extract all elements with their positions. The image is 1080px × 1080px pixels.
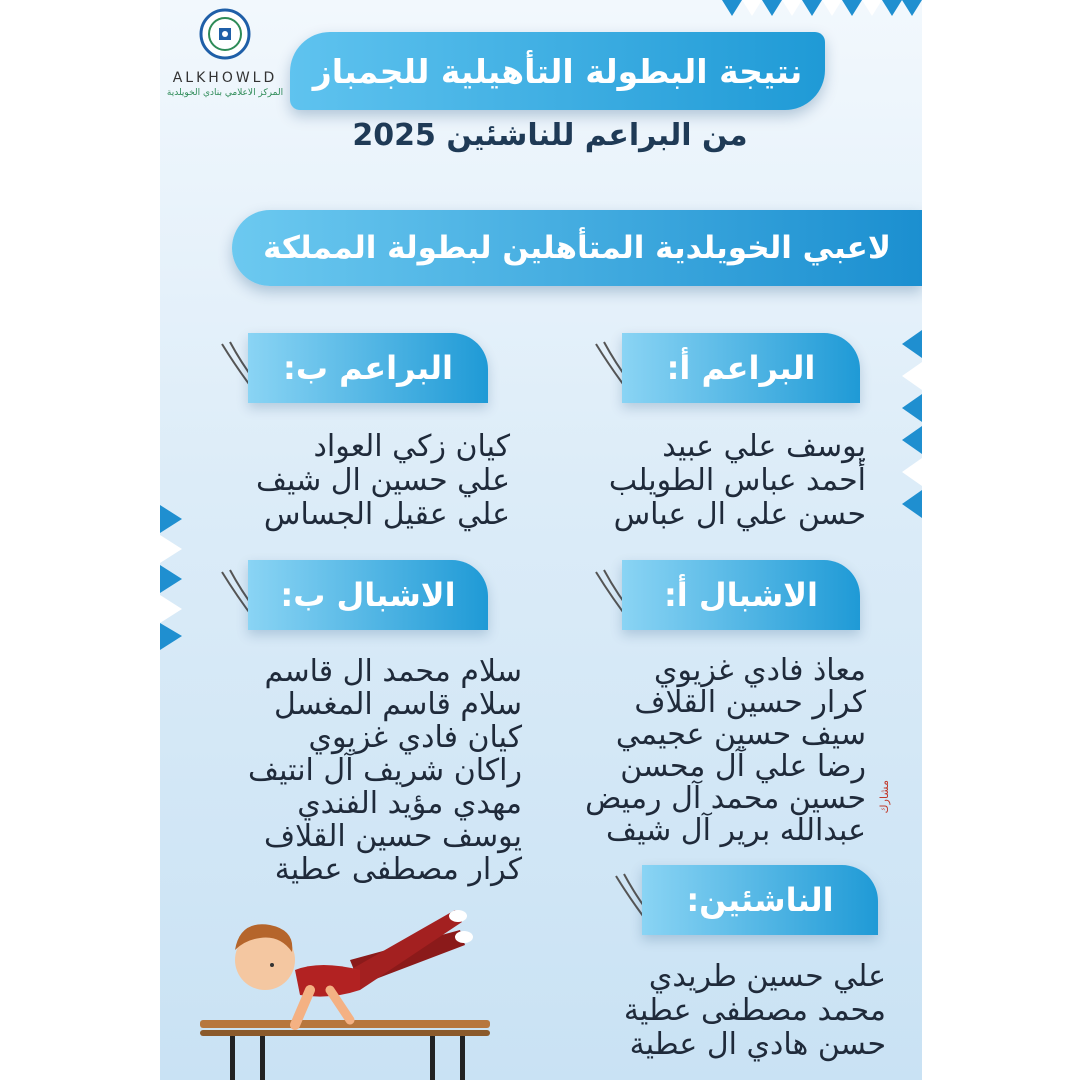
list-item: حسن علي ال عباس <box>613 497 866 532</box>
page-title: نتيجة البطولة التأهيلية للجمباز <box>312 51 803 91</box>
parallel-bar <box>200 1020 490 1028</box>
section-title: لاعبي الخويلدية المتأهلين لبطولة المملكة <box>263 230 891 266</box>
list-item: يوسف علي عبيد <box>662 429 866 464</box>
category-label: الاشبال ب: <box>280 576 456 614</box>
player-list-baraem-a <box>609 430 866 532</box>
category-header-nashieen <box>642 865 878 935</box>
list-item: معاذ فادي غزيوي <box>653 653 866 688</box>
list-item: يوسف حسين القلاف <box>264 819 522 854</box>
left-triangle-strip <box>160 505 182 650</box>
category-header-baraem-b <box>248 333 488 403</box>
page-subtitle: من البراعم للناشئين 2025 <box>352 118 748 153</box>
category-label: الناشئين: <box>686 881 834 919</box>
category-label: البراعم أ: <box>666 349 816 387</box>
list-item: حسين محمد آل رميض <box>585 781 866 816</box>
list-item: مهدي مؤيد الفندي <box>297 786 522 821</box>
player-list-ashbal-a <box>585 655 866 847</box>
logo-text-ar: المركز الاعلامي بنادي الخويلدية <box>166 88 284 98</box>
section-banner <box>232 210 922 286</box>
player-list-baraem-b <box>256 430 510 532</box>
list-item: أحمد عباس الطويلب <box>608 463 866 498</box>
list-item: علي حسين طريدي <box>648 959 886 994</box>
parallel-bar <box>200 1030 490 1036</box>
category-header-ashbal-a <box>622 560 860 630</box>
list-item: علي عقيل الجساس <box>263 497 510 532</box>
list-item: سلام قاسم المغسل <box>273 687 522 722</box>
category-header-baraem-a <box>622 333 860 403</box>
category-label: الاشبال أ: <box>663 576 818 614</box>
list-item: سلام محمد ال قاسم <box>264 654 522 689</box>
category-header-ashbal-b <box>248 560 488 630</box>
list-item: راكان شريف آل انتيف <box>248 753 522 788</box>
poster <box>160 0 922 1080</box>
gymnast-illustration <box>200 890 560 1080</box>
title-banner <box>290 32 825 110</box>
logo-text-en: ALKHOWLD <box>172 70 278 86</box>
list-item: عبدالله برير آل شيف <box>606 813 866 848</box>
category-label: البراعم ب: <box>283 349 453 387</box>
list-item: كرار مصطفى عطية <box>274 852 522 887</box>
player-list-nashieen <box>624 960 886 1062</box>
list-item: كرار حسين القلاف <box>634 685 866 720</box>
list-item: رضا علي آل محسن <box>620 749 866 784</box>
list-item: محمد مصطفى عطية <box>623 993 886 1028</box>
player-list-ashbal-b <box>248 655 522 886</box>
list-item: كيان فادي غزيوي <box>308 720 522 755</box>
list-item: علي حسين ال شيف <box>255 463 510 498</box>
list-item: سيف حسين عجيمي <box>615 717 866 752</box>
list-item: حسن هادي ال عطية <box>629 1027 886 1062</box>
list-item: كيان زكي العواد <box>313 429 510 464</box>
club-emblem-icon <box>199 8 251 60</box>
right-triangle-strip <box>902 330 922 520</box>
top-triangle-band <box>722 0 922 16</box>
signature: مشارك <box>878 780 891 814</box>
club-logo <box>160 8 290 98</box>
